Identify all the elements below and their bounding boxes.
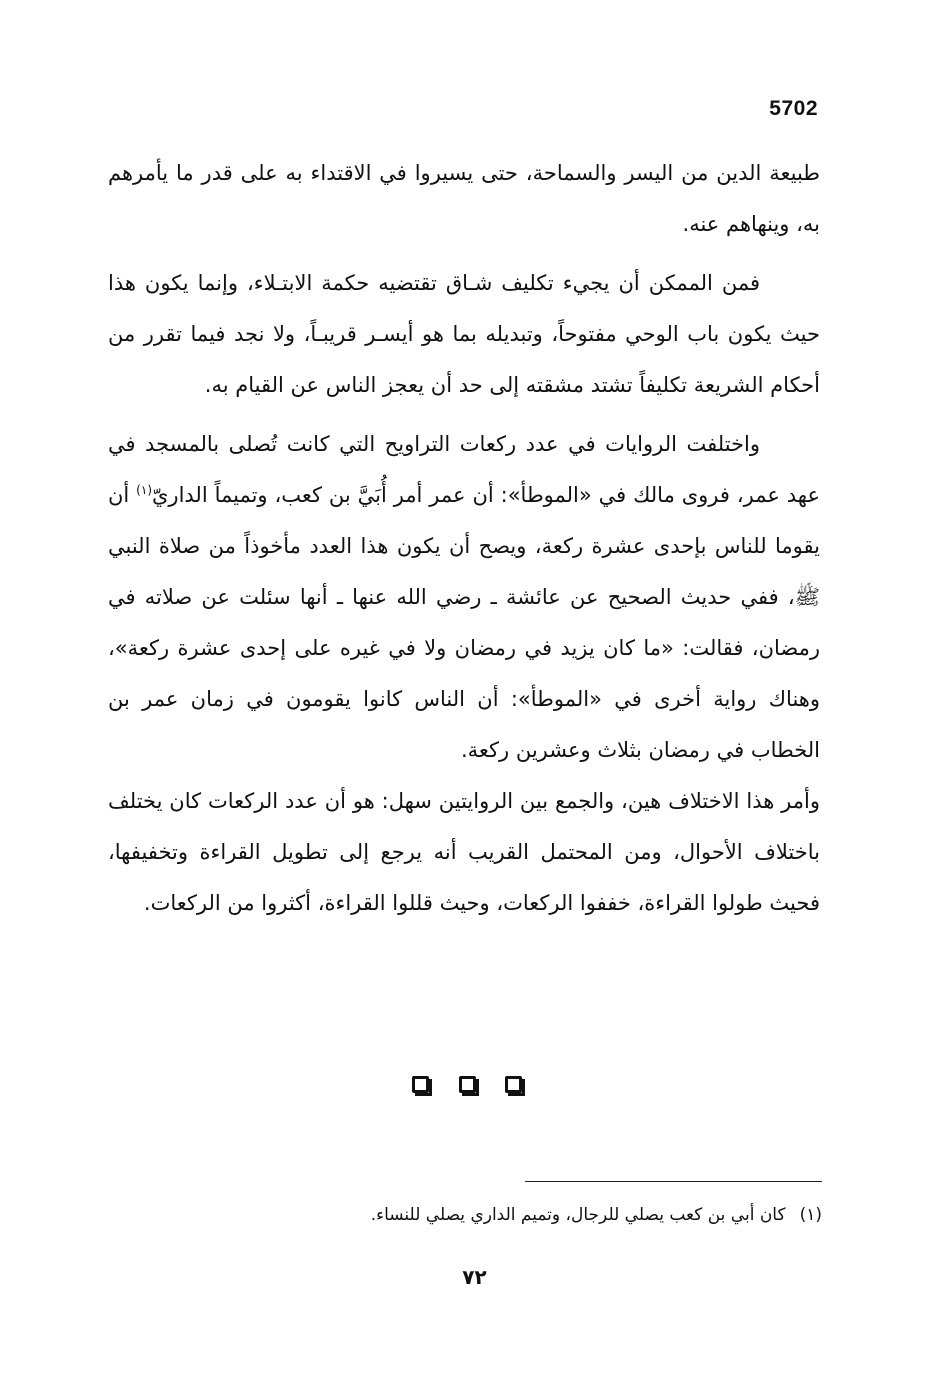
footnote-reference[interactable]: (١): [136, 483, 152, 497]
page-number: ٧٢: [462, 1265, 487, 1289]
paragraph-4: وأمر هذا الاختلاف هين، والجمع بين الروايتين سهل: هو أن عدد الركعات كان يختلف باختلاف الأحوال، ومن المحتمل القريب أنه يرجع إلى تطويل القراءة وتخفيفها، فحيث طولوا القراءة، خففوا الركعات، وحيث قللوا القراءة، أكثروا من الركعات.: [108, 789, 820, 915]
separator-square-icon: [505, 1076, 522, 1093]
page-identifier: 5702: [769, 97, 818, 120]
separator-square-icon: [459, 1076, 476, 1093]
main-text: [108, 148, 820, 929]
paragraph-3-text-after-ref: أن يقوما للناس بإحدى عشرة ركعة، ويصح أن يكون هذا العدد مأخوذاً من صلاة النبي ﷺ، ففي حديث الصحيح عن عائشة ـ رضي الله عنها ـ أنها سئلت عن صلاته في رمضان، فقالت: «ما كان يزيد في رمضان ولا في غيره على إحدى عشرة ركعة»، وهناك رواية أخرى في «الموطأ»: أن الناس كانوا يقومون في زمان عمر بن الخطاب في رمضان بثلاث وعشرين ركعة.: [108, 483, 820, 762]
section-separator: [412, 1071, 522, 1099]
separator-square-icon: [412, 1076, 429, 1093]
footnote: [122, 1197, 822, 1233]
footnote-text: كان أبي بن كعب يصلي للرجال، وتميم الداري يصلي للنساء.: [370, 1205, 786, 1225]
paragraph-3-text-before-ref: واختلفت الروايات في عدد ركعات التراويح التي كانت تُصلى بالمسجد في عهد عمر، فروى مالك في «الموطأ»: أن عمر أمر أُبَيَّ بن كعب، وتميماً الداريّ: [108, 432, 820, 507]
paragraph-3: [108, 419, 820, 776]
paragraph-2: فمن الممكن أن يجيء تكليف شـاق تقتضيه حكمة الابتـلاء، وإنما يكون هذا حيث يكون باب الوحي مفتوحاً، وتبديله بما هو أيسـر قريبـاً، ولا نجد فيما تقرر من أحكام الشريعة تكليفاً تشتد مشقته إلى حد أن يعجز الناس عن القيام به.: [108, 271, 820, 397]
footnote-divider: [525, 1181, 822, 1182]
paragraph-1: طبيعة الدين من اليسر والسماحة، حتى يسيروا في الاقتداء به على قدر ما يأمرهم به، وينهاهم عنه.: [108, 161, 820, 236]
footnote-number: (١): [799, 1205, 822, 1225]
